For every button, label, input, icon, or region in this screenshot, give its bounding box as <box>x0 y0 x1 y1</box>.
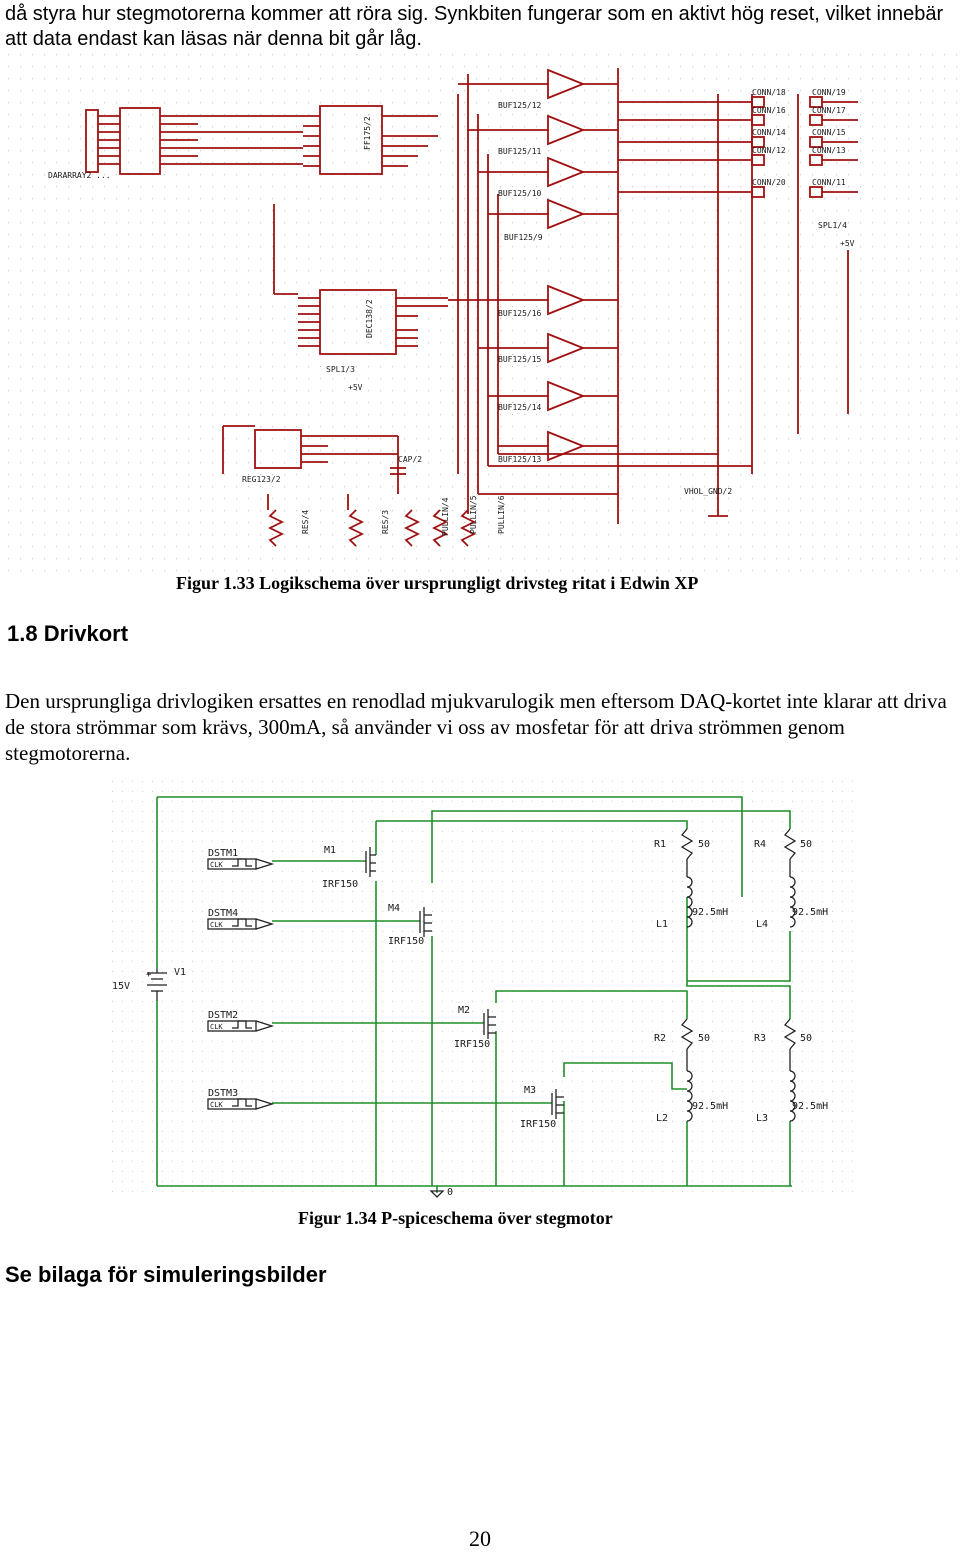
source-pin: CLK <box>210 1023 223 1031</box>
connector-label: CONN/16 <box>752 106 786 115</box>
mosfet-label: M3 <box>524 1085 537 1096</box>
res2-label: RES/3 <box>381 509 390 534</box>
resistor-label: R2 <box>654 1033 667 1044</box>
buffer-label: BUF125/9 <box>504 233 543 242</box>
source-pin: CLK <box>210 1101 223 1109</box>
connector-label: CONN/11 <box>812 178 846 187</box>
resistor-label: R3 <box>754 1033 767 1044</box>
source-label: DSTM3 <box>208 1088 239 1099</box>
vcc1-label: +5V <box>348 383 363 392</box>
buffer-label: BUF125/11 <box>498 147 542 156</box>
logic-schematic <box>8 54 958 572</box>
mosfet-model: IRF150 <box>322 879 359 890</box>
supply-value: 15V <box>112 981 131 992</box>
inductor-value: 92.5mH <box>692 1101 729 1112</box>
connector-label: CONN/17 <box>812 106 846 115</box>
inductor-value: 92.5mH <box>792 907 829 918</box>
page-number: 20 <box>469 1526 491 1551</box>
source-label: DSTM1 <box>208 848 239 859</box>
source-pin: CLK <box>210 921 223 929</box>
body-paragraph: Den ursprungliga drivlogiken ersattes en renodlad mjukvarulogik men eftersom DAQ-kortet inte klarar att driva de stora strömmar som krävs, 300mA, så använder vi oss av mosfetar för att driva strömmen genom stegmotorerna. <box>5 689 947 765</box>
mosfet-label: M1 <box>324 845 337 856</box>
reg-label: REG123/2 <box>242 475 281 484</box>
connector-label: CONN/12 <box>752 146 786 155</box>
mosfet-model: IRF150 <box>388 936 425 947</box>
resistor-value: 50 <box>800 839 813 850</box>
figure2-caption: Figur 1.34 P-spiceschema över stegmotor <box>298 1208 613 1228</box>
buffer-label: BUF125/16 <box>498 309 542 318</box>
vcc2-label: +5V <box>840 239 855 248</box>
pspice-schematic <box>112 781 862 1199</box>
ff-label: FF175/2 <box>363 116 372 150</box>
gnd-label: VHOL_GND/2 <box>684 487 733 496</box>
inductor-label: L4 <box>756 919 769 930</box>
dararray-label: DARARRAY2 ... <box>48 171 111 180</box>
inductor-value: 92.5mH <box>792 1101 829 1112</box>
connector-label: CONN/14 <box>752 128 786 137</box>
source-label: DSTM2 <box>208 1010 239 1021</box>
buffer-label: BUF125/14 <box>498 403 542 412</box>
buffer-label: BUF125/13 <box>498 455 542 464</box>
ground-label: 0 <box>447 1187 454 1198</box>
resistor-label: R4 <box>754 839 767 850</box>
inductor-label: L1 <box>656 919 669 930</box>
resistor-value: 50 <box>800 1033 813 1044</box>
inductor-value: 92.5mH <box>692 907 729 918</box>
inductor-label: L3 <box>756 1113 769 1124</box>
resistor-label: R1 <box>654 839 667 850</box>
mosfet-label: M2 <box>458 1005 471 1016</box>
pull1-label: PULLIN/4 <box>441 497 450 536</box>
cap-label: CAP/2 <box>398 455 423 464</box>
pull2-label: PULLIN/5 <box>469 495 478 534</box>
buffer-label: BUF125/12 <box>498 101 542 110</box>
connector-label: CONN/15 <box>812 128 846 137</box>
buffer-label: BUF125/15 <box>498 355 542 364</box>
mosfet-label: M4 <box>388 903 401 914</box>
figure1-caption: Figur 1.33 Logikschema över ursprungligt drivsteg ritat i Edwin XP <box>176 573 699 593</box>
supply-label: V1 <box>174 967 187 978</box>
appendix-note: Se bilaga för simuleringsbilder <box>5 1262 327 1287</box>
buffer-label: BUF125/10 <box>498 189 542 198</box>
mosfet-model: IRF150 <box>520 1119 557 1130</box>
section-heading: 1.8 Drivkort <box>7 621 129 646</box>
source-pin: CLK <box>210 861 223 869</box>
source-label: DSTM4 <box>208 908 239 919</box>
mosfet-model: IRF150 <box>454 1039 491 1050</box>
intro-text: då styra hur stegmotorerna kommer att röra sig. Synkbiten fungerar som en aktivt hög reset, vilket innebär att data endast kan läsas när denna bit går låg. <box>5 3 944 50</box>
spl3-label: SPL1/3 <box>326 365 355 374</box>
spl4-label: SPL1/4 <box>818 221 847 230</box>
connector-label: CONN/13 <box>812 146 846 155</box>
resistor-value: 50 <box>698 839 711 850</box>
connector-label: CONN/18 <box>752 88 786 97</box>
dec-label: DEC138/2 <box>365 299 374 338</box>
inductor-label: L2 <box>656 1113 669 1124</box>
pull3-label: PULLIN/6 <box>497 495 506 534</box>
resistor-value: 50 <box>698 1033 711 1044</box>
connector-label: CONN/19 <box>812 88 846 97</box>
supply-plus: + <box>146 970 152 980</box>
res1-label: RES/4 <box>301 509 310 534</box>
connector-label: CONN/20 <box>752 178 786 187</box>
